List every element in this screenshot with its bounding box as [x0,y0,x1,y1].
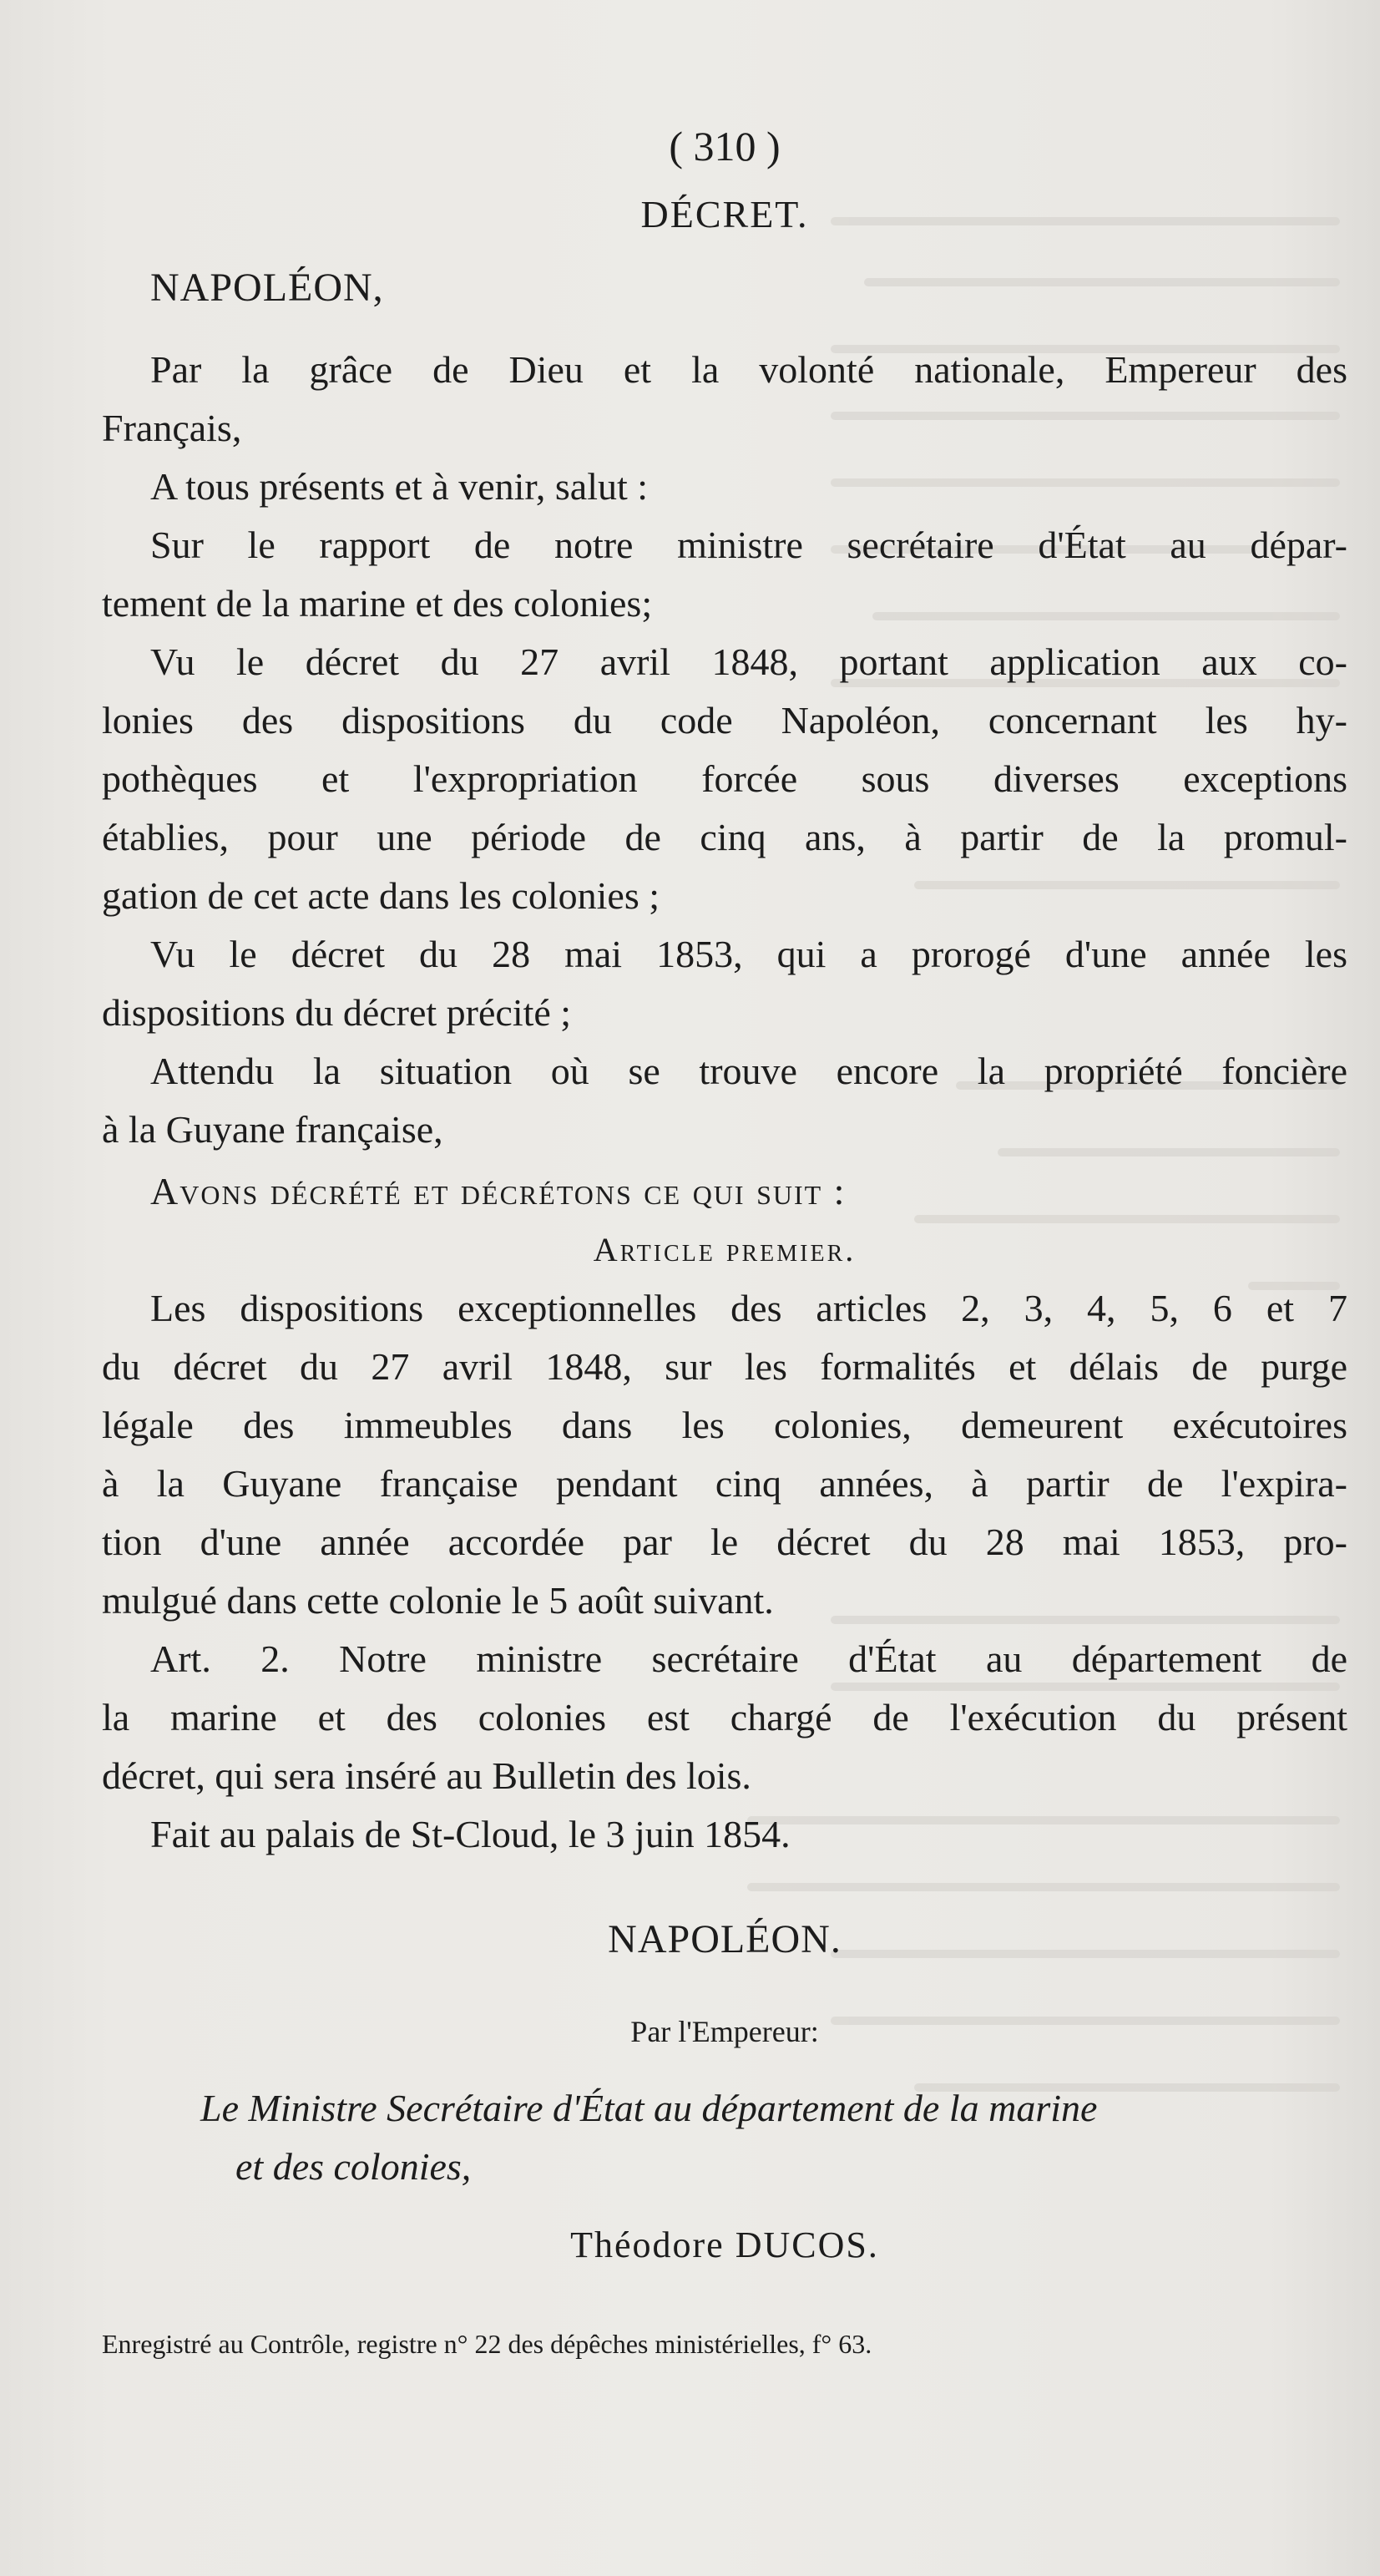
text-line: la marine et des colonies est chargé de l'exécution du présent [102,1696,1347,1738]
text-line: gation de cet acte dans les colonies ; [102,874,660,917]
text-line: tement de la marine et des colonies; [102,582,653,625]
page-number: ( 310 ) [669,123,781,170]
text-line: Par la grâce de Dieu et la volonté nationale, Empereur des [150,348,1347,391]
text-line: Sur le rapport de notre ministre secrétaire d'État au dépar- [150,524,1347,566]
text-line: à la Guyane française, [102,1108,443,1151]
emperor-heading: NAPOLÉON, [150,266,384,310]
text-line: légale des immeubles dans les colonies, demeurent exécutoires [102,1404,1347,1446]
text-line: Français, [102,407,242,449]
text-line: Art. 2. Notre ministre secrétaire d'État au département de [150,1637,1347,1680]
text-line: établies, pour une période de cinq ans, à partir de la promul- [102,816,1347,858]
text-line: à la Guyane française pendant cinq années, à partir de l'expira- [102,1462,1347,1505]
signature-by: Par l'Empereur: [630,2015,819,2048]
text-line: décret, qui sera inséré au Bulletin des lois. [102,1754,751,1797]
minister-title-line1: Le Ministre Secrétaire d'État au département de la marine [200,2087,1098,2129]
text-line: A tous présents et à venir, salut : [150,465,649,508]
minister-name: Théodore DUCOS. [570,2224,879,2265]
text-line: dispositions du décret précité ; [102,991,572,1034]
text-line: du décret du 27 avril 1848, sur les formalités et délais de purge [102,1345,1347,1388]
registration-note: Enregistré au Contrôle, registre n° 22 des dépêches ministérielles, f° 63. [102,2329,872,2359]
text-line: mulgué dans cette colonie le 5 août suivant. [102,1579,774,1622]
text-line: Vu le décret du 28 mai 1853, qui a prorogé d'une année les [150,933,1347,975]
text-line: Vu le décret du 27 avril 1848, portant application aux co- [150,640,1347,683]
text-line: lonies des dispositions du code Napoléon, concernant les hy- [102,699,1347,741]
signature-name: NAPOLÉON. [608,1917,842,1961]
text-line: pothèques et l'expropriation forcée sous diverses exceptions [102,757,1347,800]
decree-title: DÉCRET. [640,193,809,235]
minister-title-line2: et des colonies, [235,2145,472,2188]
text-line: Les dispositions exceptionnelles des articles 2, 3, 4, 5, 6 et 7 [150,1287,1347,1329]
text-line: tion d'une année accordée par le décret du 28 mai 1853, pro- [102,1521,1347,1563]
text-line: Avons décrété et décrétons ce qui suit : [150,1170,847,1212]
text-line: Fait au palais de St-Cloud, le 3 juin 1854. [150,1813,791,1855]
text-line: Attendu la situation où se trouve encore la propriété foncière [150,1050,1347,1092]
article-heading: Article premier. [593,1231,857,1268]
